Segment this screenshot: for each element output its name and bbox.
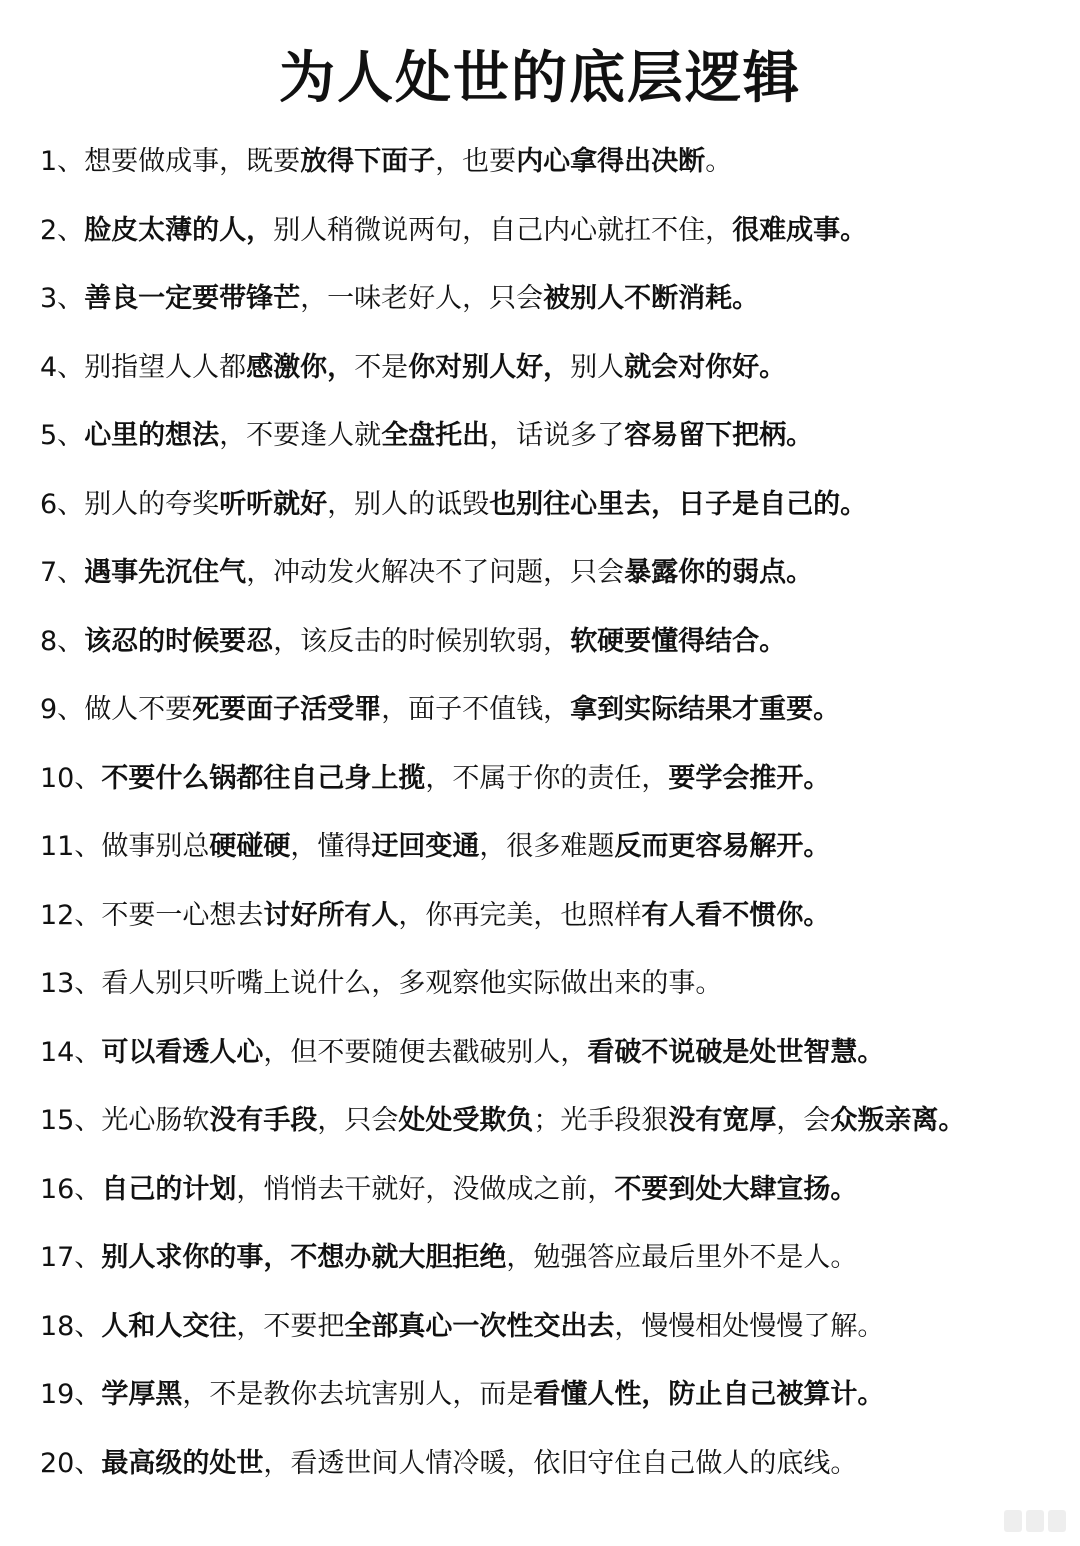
list-item xyxy=(40,197,1080,266)
list-item xyxy=(40,1156,1080,1225)
bold-text: 别人求你的事，不想办就大胆拒绝 xyxy=(101,1242,507,1273)
item-text: 不是 xyxy=(354,351,409,383)
item-number: 3、 xyxy=(40,283,85,314)
item-text: ，勉强答应最后里外不是人。 xyxy=(506,1242,858,1273)
bold-text: 死要面子活受罪 xyxy=(192,694,382,725)
bold-text: 全部真心一次性交出去 xyxy=(344,1310,615,1342)
bold-text: 拿到实际结果才重要。 xyxy=(570,694,841,725)
item-text: ，只会 xyxy=(317,1105,399,1136)
bold-text: 看破不说破是处世智慧。 xyxy=(587,1036,885,1068)
item-text: 别指望人人都 xyxy=(84,351,247,383)
item-text: 想要做成事，既要 xyxy=(84,146,301,177)
bold-text: 不要到处大肆宣扬。 xyxy=(614,1173,858,1205)
item-text: 。 xyxy=(705,146,733,177)
item-text: ，会 xyxy=(776,1105,831,1136)
item-text: ，但不要随便去戳破别人， xyxy=(263,1036,588,1068)
bold-text: 硬碰硬 xyxy=(209,831,291,862)
bold-text: 自己的计划 xyxy=(101,1173,237,1205)
item-number: 2、 xyxy=(40,214,85,246)
bold-text: 心里的想法 xyxy=(84,420,220,451)
item-text: ，不属于你的责任， xyxy=(425,762,669,794)
list-item xyxy=(40,1224,1080,1293)
item-text: 做事别总 xyxy=(101,831,210,862)
watermark-mark xyxy=(1004,1510,1022,1532)
item-number: 14、 xyxy=(40,1036,102,1068)
bold-text: 该忍的时候要忍 xyxy=(84,625,274,657)
bold-text: 最高级的处世 xyxy=(101,1447,264,1479)
bold-text: 反而更容易解开。 xyxy=(614,831,831,862)
item-number: 16、 xyxy=(40,1173,102,1205)
item-text: 光心肠软 xyxy=(101,1105,210,1136)
bold-text: 没有宽厚 xyxy=(668,1105,777,1136)
item-number: 4、 xyxy=(40,351,85,383)
list-item xyxy=(40,265,1080,334)
item-number: 18、 xyxy=(40,1310,102,1342)
bold-text: 要学会推开。 xyxy=(668,762,831,794)
item-text: ，看透世间人情冷暖，依旧守住自己做人的底线。 xyxy=(263,1447,858,1479)
bold-text: 感激你， xyxy=(246,351,355,383)
bold-text: 被别人不断消耗。 xyxy=(543,283,760,314)
item-text: 别人的夸奖 xyxy=(84,488,220,520)
item-text: ；光手段狠 xyxy=(533,1105,669,1136)
item-number: 20、 xyxy=(40,1447,102,1479)
item-text: 别人 xyxy=(570,351,625,383)
bold-text: 软硬要懂得结合。 xyxy=(570,625,787,657)
item-text: ，别人的诋毁 xyxy=(327,488,490,520)
bold-text: 不要什么锅都往自己身上揽 xyxy=(101,762,426,794)
item-text: ，不要把 xyxy=(236,1310,345,1342)
bold-text: 讨好所有人 xyxy=(263,899,399,931)
item-number: 17、 xyxy=(40,1242,102,1273)
item-number: 10、 xyxy=(40,762,102,794)
bold-text: 容易留下把柄。 xyxy=(624,420,814,451)
bold-text: 也别往心里去，日子是自己的。 xyxy=(489,488,868,520)
item-number: 7、 xyxy=(40,557,85,588)
list-item xyxy=(40,128,1080,197)
list-item xyxy=(40,539,1080,608)
item-text: 别人稍微说两句，自己内心就扛不住， xyxy=(273,214,733,246)
bold-text: 全盘托出 xyxy=(381,420,490,451)
list-item xyxy=(40,402,1080,471)
item-text: ，冲动发火解决不了问题，只会 xyxy=(246,557,625,588)
principle-list xyxy=(40,128,1080,1498)
bold-text: 有人看不惯你。 xyxy=(641,899,831,931)
bold-text: 听听就好 xyxy=(219,488,328,520)
item-text: ，不是教你去坑害别人，而是 xyxy=(182,1379,534,1410)
watermark-mark xyxy=(1048,1510,1066,1532)
page-title: 为人处世的底层逻辑 xyxy=(279,46,801,111)
item-number: 19、 xyxy=(40,1379,102,1410)
list-item xyxy=(40,1019,1080,1088)
bold-text: 人和人交往 xyxy=(101,1310,237,1342)
watermark-mark xyxy=(1026,1510,1044,1532)
item-number: 11、 xyxy=(40,831,102,862)
item-number: 6、 xyxy=(40,488,85,520)
list-item xyxy=(40,334,1080,403)
list-item xyxy=(40,745,1080,814)
bold-text: 内心拿得出决断 xyxy=(516,146,706,177)
list-item xyxy=(40,1087,1080,1156)
list-item xyxy=(40,882,1080,951)
bold-text: 迂回变通 xyxy=(371,831,480,862)
bold-text: 就会对你好。 xyxy=(624,351,787,383)
item-text: 做人不要 xyxy=(84,694,193,725)
bold-text: 善良一定要带锋芒 xyxy=(84,283,301,314)
item-number: 1、 xyxy=(40,146,85,177)
item-text: ，面子不值钱， xyxy=(381,694,571,725)
item-text: ，一味老好人，只会 xyxy=(300,283,544,314)
item-number: 9、 xyxy=(40,694,85,725)
watermark xyxy=(1004,1510,1066,1532)
bold-text: 没有手段 xyxy=(209,1105,318,1136)
bold-text: 众叛亲离。 xyxy=(830,1105,966,1136)
bold-text: 可以看透人心 xyxy=(101,1036,264,1068)
list-item xyxy=(40,1293,1080,1362)
list-item xyxy=(40,676,1080,745)
item-number: 5、 xyxy=(40,420,85,451)
item-text: ，很多难题 xyxy=(479,831,615,862)
bold-text: 学厚黑 xyxy=(101,1379,183,1410)
bold-text: 看懂人性，防止自己被算计。 xyxy=(533,1379,885,1410)
bold-text: 遇事先沉住气 xyxy=(84,557,247,588)
item-text: ，不要逢人就 xyxy=(219,420,382,451)
item-text: ，悄悄去干就好，没做成之前， xyxy=(236,1173,615,1205)
item-number: 13、 xyxy=(40,968,102,999)
item-text: ，该反击的时候别软弱， xyxy=(273,625,571,657)
item-text: ，也要 xyxy=(435,146,517,177)
item-text: ，懂得 xyxy=(290,831,372,862)
item-number: 12、 xyxy=(40,899,102,931)
item-text: 看人别只听嘴上说什么，多观察他实际做出来的事。 xyxy=(101,968,723,999)
item-text: 不要一心想去 xyxy=(101,899,264,931)
bold-text: 处处受欺负 xyxy=(398,1105,534,1136)
item-number: 15、 xyxy=(40,1105,102,1136)
list-item xyxy=(40,813,1080,882)
list-item xyxy=(40,950,1080,1019)
bold-text: 脸皮太薄的人， xyxy=(84,214,274,246)
bold-text: 很难成事。 xyxy=(732,214,868,246)
item-number: 8、 xyxy=(40,625,85,657)
bold-text: 你对别人好， xyxy=(408,351,571,383)
list-item xyxy=(40,1430,1080,1499)
list-item xyxy=(40,1361,1080,1430)
bold-text: 放得下面子 xyxy=(300,146,436,177)
item-text: ，慢慢相处慢慢了解。 xyxy=(614,1310,885,1342)
list-item xyxy=(40,608,1080,677)
list-item xyxy=(40,471,1080,540)
bold-text: 暴露你的弱点。 xyxy=(624,557,814,588)
item-text: ，话说多了 xyxy=(489,420,625,451)
item-text: ，你再完美，也照样 xyxy=(398,899,642,931)
